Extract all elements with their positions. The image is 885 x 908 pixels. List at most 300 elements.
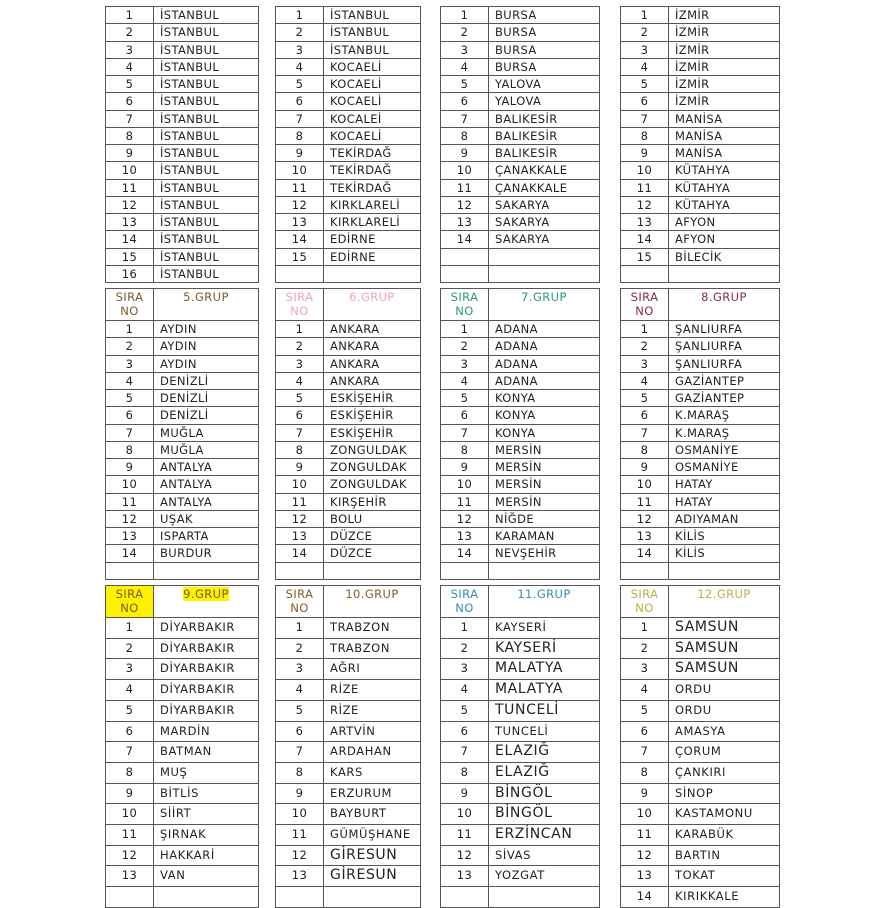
row-number [276, 887, 324, 908]
province-name: ŞANLIURFA [669, 338, 780, 355]
row-number: 2 [106, 338, 154, 355]
row-number: 13 [441, 866, 489, 887]
province-name: SAMSUN [669, 659, 780, 680]
province-name: DENİZLİ [154, 407, 259, 424]
province-name: DİYARBAKIR [154, 618, 259, 639]
province-name: ESKİŞEHİR [324, 424, 421, 441]
table-row [106, 24, 259, 41]
row-number: 2 [106, 24, 154, 41]
table-row [106, 93, 259, 110]
province-name: ERZİNCAN [489, 825, 600, 846]
province-name: ELAZIĞ [489, 762, 600, 783]
row-number [441, 887, 489, 908]
row-number: 13 [106, 214, 154, 231]
province-name: TUNCELİ [489, 721, 600, 742]
table-row [441, 700, 600, 721]
row-number: 7 [276, 110, 324, 127]
row-number: 6 [441, 93, 489, 110]
table-row [441, 355, 600, 372]
province-name: UŞAK [154, 510, 259, 527]
group-title: 6.GRUP [349, 290, 395, 304]
row-number: 8 [106, 127, 154, 144]
province-name: TOKAT [669, 866, 780, 887]
row-number: 12 [441, 196, 489, 213]
table-row [276, 659, 421, 680]
table-row [106, 265, 259, 282]
table-row [621, 424, 780, 441]
table-row [276, 510, 421, 527]
row-number: 9 [106, 145, 154, 162]
province-name: DÜZCE [324, 528, 421, 545]
row-number: 15 [621, 248, 669, 265]
row-number: 6 [621, 721, 669, 742]
header-sira: SIRA [115, 290, 144, 304]
row-number: 12 [441, 845, 489, 866]
row-number: 3 [106, 659, 154, 680]
province-name: MUĞLA [154, 424, 259, 441]
table-row [106, 231, 259, 248]
row-number: 7 [276, 424, 324, 441]
header-no: NO [120, 304, 139, 318]
province-name: İSTANBUL [154, 145, 259, 162]
province-name: MERSİN [489, 476, 600, 493]
row-number: 12 [276, 196, 324, 213]
province-name: KAYSERİ [489, 638, 600, 659]
province-name [669, 562, 780, 579]
province-name: TRABZON [324, 618, 421, 639]
row-number: 16 [106, 265, 154, 282]
group-table-10 [275, 585, 421, 908]
row-number: 4 [441, 680, 489, 701]
table-row [276, 231, 421, 248]
province-name: BİLECİK [669, 248, 780, 265]
row-number: 1 [441, 618, 489, 639]
row-number [106, 887, 154, 908]
province-name: KÜTAHYA [669, 179, 780, 196]
table-row [441, 659, 600, 680]
province-name: TRABZON [324, 638, 421, 659]
row-number: 5 [441, 700, 489, 721]
row-number: 6 [441, 721, 489, 742]
province-name: BALIKESİR [489, 145, 600, 162]
province-name: OSMANİYE [669, 459, 780, 476]
table-row [621, 338, 780, 355]
table-row [106, 441, 259, 458]
table-row [106, 459, 259, 476]
table-row [106, 762, 259, 783]
row-number: 14 [106, 231, 154, 248]
province-name: DENİZLİ [154, 390, 259, 407]
row-number: 1 [621, 618, 669, 639]
province-name: MANİSA [669, 127, 780, 144]
group-title: 7.GRUP [521, 290, 567, 304]
row-number: 15 [276, 248, 324, 265]
row-number: 3 [276, 41, 324, 58]
province-name: OSMANİYE [669, 441, 780, 458]
table-row [621, 145, 780, 162]
table-row [276, 638, 421, 659]
table-row [106, 476, 259, 493]
province-name: KONYA [489, 407, 600, 424]
row-number: 13 [621, 866, 669, 887]
province-name: ESKİŞEHİR [324, 407, 421, 424]
row-number: 12 [621, 510, 669, 527]
table-row [441, 321, 600, 338]
group-table-9 [105, 585, 259, 908]
table-row [441, 510, 600, 527]
province-name: KONYA [489, 424, 600, 441]
row-number: 5 [276, 390, 324, 407]
row-number: 8 [621, 127, 669, 144]
row-number: 3 [621, 355, 669, 372]
table-row [441, 41, 600, 58]
row-number: 4 [106, 372, 154, 389]
row-number: 5 [621, 390, 669, 407]
table-row [441, 214, 600, 231]
row-number: 2 [621, 24, 669, 41]
province-name: ÇANAKKALE [489, 162, 600, 179]
table-row [441, 562, 600, 579]
row-number: 2 [106, 638, 154, 659]
table-row [106, 887, 259, 908]
province-name: BALIKESİR [489, 110, 600, 127]
province-name: ERZURUM [324, 783, 421, 804]
row-number: 10 [441, 162, 489, 179]
table-row [621, 76, 780, 93]
table-row [621, 845, 780, 866]
table-row [106, 179, 259, 196]
province-name [489, 887, 600, 908]
row-number: 13 [106, 866, 154, 887]
province-name: BURSA [489, 24, 600, 41]
row-number: 1 [621, 321, 669, 338]
row-number: 4 [276, 58, 324, 75]
province-name: ORDU [669, 700, 780, 721]
province-name: ÇANKIRI [669, 762, 780, 783]
table-row [621, 441, 780, 458]
table-row [276, 700, 421, 721]
header-sira: SIRA [450, 587, 479, 601]
province-name: GÜMÜŞHANE [324, 825, 421, 846]
table-row [276, 179, 421, 196]
header-group-title [489, 289, 600, 321]
row-number: 1 [276, 618, 324, 639]
province-name: ZONGULDAK [324, 476, 421, 493]
table-row [276, 459, 421, 476]
header-no: NO [635, 304, 654, 318]
table-row [621, 742, 780, 763]
row-number: 11 [621, 825, 669, 846]
province-name: ŞANLIURFA [669, 355, 780, 372]
province-name: ADANA [489, 338, 600, 355]
province-name [669, 265, 780, 282]
row-number [441, 562, 489, 579]
table-row [106, 248, 259, 265]
row-number: 12 [621, 196, 669, 213]
table-row [621, 638, 780, 659]
table-row [276, 248, 421, 265]
province-name: DENİZLİ [154, 372, 259, 389]
province-name [324, 562, 421, 579]
row-number: 1 [621, 7, 669, 24]
province-name: SAMSUN [669, 638, 780, 659]
table-row [106, 638, 259, 659]
row-number: 8 [106, 762, 154, 783]
row-number: 4 [621, 680, 669, 701]
province-name: ORDU [669, 680, 780, 701]
province-name: BALIKESİR [489, 127, 600, 144]
table-row [621, 545, 780, 562]
table-row [441, 721, 600, 742]
table-row [621, 804, 780, 825]
row-number: 3 [106, 355, 154, 372]
table-row [276, 804, 421, 825]
table-row [441, 110, 600, 127]
province-name: HATAY [669, 476, 780, 493]
table-row [441, 372, 600, 389]
province-name: TUNCELİ [489, 700, 600, 721]
header-no: NO [635, 601, 654, 615]
table-row [106, 355, 259, 372]
table-row [106, 545, 259, 562]
province-name: KASTAMONU [669, 804, 780, 825]
header-sira-no [106, 586, 154, 618]
row-number: 10 [441, 804, 489, 825]
table-row [621, 887, 780, 908]
table-row [441, 680, 600, 701]
row-number: 8 [106, 441, 154, 458]
group-table-1 [105, 6, 259, 283]
row-number: 13 [441, 528, 489, 545]
table-row [276, 355, 421, 372]
province-name: GİRESUN [324, 845, 421, 866]
table-row [621, 493, 780, 510]
province-name: TEKİRDAĞ [324, 162, 421, 179]
table-row [106, 618, 259, 639]
row-number: 7 [621, 424, 669, 441]
row-number: 4 [441, 58, 489, 75]
province-name: ELAZIĞ [489, 742, 600, 763]
table-row [106, 742, 259, 763]
row-number: 4 [621, 372, 669, 389]
table-row [441, 407, 600, 424]
row-number: 13 [621, 528, 669, 545]
row-number: 6 [276, 93, 324, 110]
table-row [106, 866, 259, 887]
row-number: 8 [276, 441, 324, 458]
row-number: 6 [106, 93, 154, 110]
row-number: 5 [106, 390, 154, 407]
row-number: 2 [621, 338, 669, 355]
group-table-11 [440, 585, 600, 908]
group-table-6 [275, 288, 421, 580]
table-row [441, 638, 600, 659]
province-name: BİNGÖL [489, 804, 600, 825]
table-row [621, 127, 780, 144]
header-sira-no [106, 289, 154, 321]
row-number: 5 [276, 700, 324, 721]
province-name: KIRKLARELİ [324, 214, 421, 231]
group-table-5 [105, 288, 259, 580]
province-name: GAZİANTEP [669, 390, 780, 407]
table-row [106, 562, 259, 579]
table-row [276, 424, 421, 441]
province-name: İSTANBUL [324, 41, 421, 58]
row-number: 3 [106, 41, 154, 58]
province-name: İSTANBUL [324, 24, 421, 41]
header-sira: SIRA [630, 290, 659, 304]
row-number: 13 [276, 866, 324, 887]
province-name: KARS [324, 762, 421, 783]
row-number: 6 [106, 407, 154, 424]
group-title: 12.GRUP [697, 587, 751, 601]
province-name: İSTANBUL [154, 110, 259, 127]
table-row [621, 407, 780, 424]
row-number: 4 [621, 58, 669, 75]
row-number: 13 [106, 528, 154, 545]
row-number: 6 [106, 721, 154, 742]
table-row [106, 845, 259, 866]
row-number: 9 [276, 459, 324, 476]
province-name: KOCAELİ [324, 93, 421, 110]
table-row [621, 510, 780, 527]
row-number: 4 [276, 680, 324, 701]
row-number: 8 [621, 441, 669, 458]
table-row [441, 441, 600, 458]
province-name: ADANA [489, 321, 600, 338]
table-row [106, 680, 259, 701]
group-title: 11.GRUP [517, 587, 571, 601]
row-number: 12 [106, 196, 154, 213]
row-number: 10 [276, 476, 324, 493]
row-number: 2 [276, 638, 324, 659]
province-name: ANTALYA [154, 459, 259, 476]
row-number: 6 [276, 721, 324, 742]
header-no: NO [290, 601, 309, 615]
province-name: RİZE [324, 700, 421, 721]
table-row [276, 762, 421, 783]
province-name: DİYARBAKIR [154, 680, 259, 701]
table-row [441, 179, 600, 196]
province-name: KARAMAN [489, 528, 600, 545]
table-row [106, 721, 259, 742]
row-number: 2 [441, 24, 489, 41]
table-row [441, 424, 600, 441]
row-number: 3 [621, 41, 669, 58]
table-row [441, 618, 600, 639]
table-row [276, 887, 421, 908]
province-name [324, 265, 421, 282]
table-row [621, 7, 780, 24]
table-row [106, 127, 259, 144]
table-row [276, 265, 421, 282]
province-name: KOCALEİ [324, 110, 421, 127]
province-name: İSTANBUL [154, 58, 259, 75]
province-name: SAMSUN [669, 618, 780, 639]
row-number: 14 [621, 231, 669, 248]
row-number [276, 265, 324, 282]
row-number: 11 [621, 179, 669, 196]
province-name [154, 562, 259, 579]
row-number: 10 [106, 476, 154, 493]
province-name: BURSA [489, 41, 600, 58]
table-row [441, 742, 600, 763]
table-row [621, 528, 780, 545]
province-name: MERSİN [489, 441, 600, 458]
province-name: ANKARA [324, 338, 421, 355]
province-name: KAYSERİ [489, 618, 600, 639]
province-name: HATAY [669, 493, 780, 510]
province-name: ŞANLIURFA [669, 321, 780, 338]
province-name: ANTALYA [154, 493, 259, 510]
province-name: AYDIN [154, 338, 259, 355]
row-number: 8 [621, 762, 669, 783]
row-number: 11 [276, 179, 324, 196]
table-row [106, 700, 259, 721]
row-number: 11 [441, 825, 489, 846]
row-number: 14 [621, 887, 669, 908]
province-name: İSTANBUL [154, 24, 259, 41]
table-row [276, 407, 421, 424]
row-number: 10 [106, 804, 154, 825]
province-name: BURSA [489, 58, 600, 75]
province-name: ÇORUM [669, 742, 780, 763]
province-name: AFYON [669, 214, 780, 231]
row-number [276, 562, 324, 579]
table-row [441, 825, 600, 846]
header-group-title [489, 586, 600, 618]
table-row [106, 196, 259, 213]
row-number: 7 [621, 110, 669, 127]
table-row [441, 493, 600, 510]
row-number: 9 [441, 145, 489, 162]
province-name: MARDİN [154, 721, 259, 742]
row-number: 10 [276, 804, 324, 825]
province-name: MUŞ [154, 762, 259, 783]
province-name: ESKİŞEHİR [324, 390, 421, 407]
province-name: TEKİRDAĞ [324, 179, 421, 196]
province-name: NEVŞEHİR [489, 545, 600, 562]
province-name: EDİRNE [324, 248, 421, 265]
table-row [276, 7, 421, 24]
province-name: KOCAELİ [324, 76, 421, 93]
row-number: 14 [441, 231, 489, 248]
table-row [621, 179, 780, 196]
table-row [621, 93, 780, 110]
row-number: 3 [276, 355, 324, 372]
row-number: 5 [276, 76, 324, 93]
table-row [106, 372, 259, 389]
table-row [441, 76, 600, 93]
row-number: 10 [276, 162, 324, 179]
province-name: ANKARA [324, 321, 421, 338]
province-name: TEKİRDAĞ [324, 145, 421, 162]
province-name: BOLU [324, 510, 421, 527]
row-number: 7 [621, 742, 669, 763]
table-row [276, 372, 421, 389]
table-row [106, 76, 259, 93]
province-name: AYDIN [154, 355, 259, 372]
header-sira-no [441, 586, 489, 618]
table-row [441, 265, 600, 282]
province-name: ISPARTA [154, 528, 259, 545]
row-number: 9 [276, 783, 324, 804]
table-row [276, 41, 421, 58]
province-name: KONYA [489, 390, 600, 407]
table-row [106, 214, 259, 231]
province-name: ŞIRNAK [154, 825, 259, 846]
table-row [621, 265, 780, 282]
